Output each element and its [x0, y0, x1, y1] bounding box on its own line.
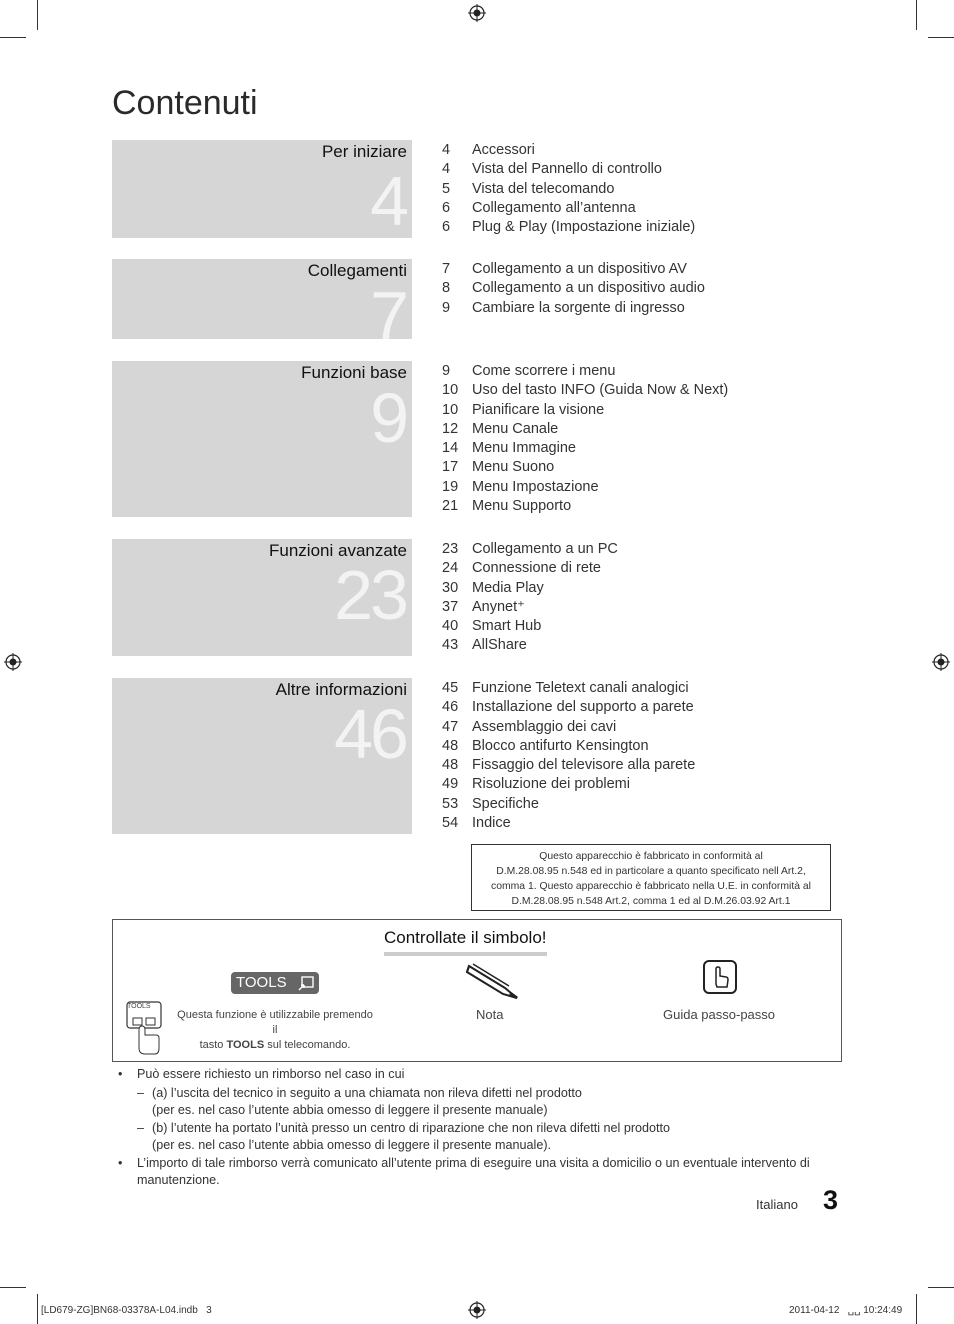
toc-entry[interactable]: 5 Vista del telecomando [442, 180, 615, 197]
registration-mark-icon [468, 1301, 486, 1319]
toc-entry[interactable]: 4 Vista del Pannello di controllo [442, 161, 662, 178]
bullet-item: • Può essere richiesto un rimborso nel caso in cui [118, 1067, 405, 1081]
toc-entry[interactable]: 43 AllShare [442, 637, 527, 654]
toc-entry[interactable]: 46 Installazione del supporto a parete [442, 699, 694, 716]
toc-entry[interactable]: 9 Come scorrere i menu [442, 363, 616, 379]
crop-mark [37, 0, 38, 30]
dash-item: – (a) l’uscita del tecnico in seguito a una chiamata non rileva difetti nel prodotto (per es. nel caso l’utente abbia omesso di leggere il presente manuale) [137, 1086, 582, 1117]
toc-list-per-iniziare [442, 141, 695, 237]
bullet-icon: • [118, 1067, 123, 1081]
tools-badge: TOOLS [231, 972, 319, 994]
dash-item: – (b) l’utente ha portato l’unità presso un centro di riparazione che non rileva difetti nel prodotto (per es. nel caso l’utente abbia omesso di leggere il presente manuale). [137, 1121, 671, 1152]
file-info: [LD679-ZG]BN68-03378A-L04.indb 3 [41, 1305, 212, 1316]
toc-entry[interactable]: 21 Menu Supporto [442, 498, 572, 515]
toc-list-collegamenti [442, 260, 705, 318]
toc-list-funzioni-avanzate [442, 540, 618, 656]
toc-entry[interactable]: 30 Media Play [442, 579, 544, 596]
section-number: 9 [370, 379, 406, 457]
toc-entry[interactable]: 4 Accessori [442, 142, 535, 158]
section-per-iniziare [112, 140, 412, 238]
registration-mark-icon [468, 4, 486, 22]
pencil-note-icon [463, 960, 521, 1002]
section-label: Collegamenti [307, 261, 407, 280]
toc-entry[interactable]: 54 Indice [442, 815, 511, 832]
toc-entry[interactable]: 53 Specifiche [442, 795, 539, 812]
dash-icon: – [137, 1086, 145, 1100]
section-number: 46 [334, 695, 406, 773]
tools-description: Questa funzione è utilizzabile premendo il tasto TOOLS sul telecomando. [177, 1009, 373, 1051]
toc-entry[interactable]: 47 Assemblaggio dei cavi [442, 718, 617, 735]
crop-mark [916, 1294, 917, 1324]
toc-entry[interactable]: 8 Collegamento a un dispositivo audio [442, 280, 705, 297]
print-date: 2011-04-12 ␣␣ 10:24:49 [789, 1305, 903, 1316]
nota-label: Nota [476, 1007, 504, 1022]
crop-mark [0, 37, 26, 38]
section-label: Per iniziare [321, 142, 407, 161]
toc-entry[interactable]: 37 Anynet⁺ [442, 598, 525, 615]
crop-mark [916, 0, 917, 30]
section-number: 4 [370, 162, 406, 238]
bullet-item: • L’importo di tale rimborso verrà comunicato all’utente prima di eseguire una visita a domicilio o un eventuale intervento di manutenzione. [118, 1156, 810, 1187]
section-number: 7 [370, 277, 406, 339]
dash-icon: – [137, 1121, 145, 1135]
toc-entry[interactable]: 23 Collegamento a un PC [442, 541, 618, 557]
conformity-notice: Questo apparecchio è fabbricato in conformità al D.M.28.08.95 n.548 ed in particolare a quanto specificato nell Art.2, comma 1. Questo apparecchio è fabbricato nella U.E. in conformità al D.M.28.08.95 n.548 Art.2, comma 1 ed al D.M.26.03.92 Art.1 [471, 844, 831, 911]
toc-entry[interactable]: 10 Pianificare la visione [442, 401, 605, 418]
tools-hand-icon [298, 976, 314, 991]
toc-list-altre-informazioni [442, 679, 695, 833]
toc-entry[interactable]: 19 Menu Impostazione [442, 478, 599, 495]
toc-entry[interactable]: 49 Risoluzione dei problemi [442, 776, 630, 793]
bullet-icon: • [118, 1156, 123, 1170]
refund-notes [116, 1066, 846, 1189]
toc-entry[interactable]: 45 Funzione Teletext canali analogici [442, 680, 689, 696]
section-label: Funzioni base [301, 363, 407, 382]
toc-entry[interactable]: 24 Connessione di rete [442, 560, 601, 577]
section-funzioni-avanzate [112, 539, 412, 656]
crop-mark [928, 1287, 954, 1288]
remote-tools-label: TOOLS [127, 1003, 151, 1010]
toc-entry[interactable]: 40 Smart Hub [442, 618, 542, 635]
toc-entry[interactable]: 9 Cambiare la sorgente di ingresso [442, 299, 685, 316]
crop-mark [37, 1294, 38, 1324]
section-altre-informazioni [112, 678, 412, 834]
toc-entry[interactable]: 10 Uso del tasto INFO (Guida Now & Next) [442, 382, 729, 399]
crop-mark [928, 37, 954, 38]
language-label: Italiano [756, 1197, 798, 1212]
toc-list-funzioni-base [442, 362, 728, 516]
toc-entry[interactable]: 12 Menu Canale [442, 420, 559, 437]
page-title: Contenuti [112, 84, 258, 122]
section-number: 23 [334, 556, 406, 634]
toc-entry[interactable]: 48 Fissaggio del televisore alla parete [442, 757, 696, 774]
crop-mark [0, 1287, 26, 1288]
section-label: Funzioni avanzate [269, 541, 407, 560]
section-label: Altre informazioni [275, 680, 407, 699]
toc-entry[interactable]: 6 Plug & Play (Impostazione iniziale) [442, 219, 696, 236]
section-collegamenti [112, 259, 412, 339]
registration-mark-icon [932, 653, 950, 671]
toc-entry[interactable]: 17 Menu Suono [442, 459, 555, 476]
symbols-heading: Controllate il simbolo! [384, 928, 547, 956]
guida-label: Guida passo-passo [663, 1007, 776, 1022]
section-funzioni-base [112, 361, 412, 517]
step-guide-icon [702, 959, 738, 995]
toc-entry[interactable]: 6 Collegamento all’antenna [442, 199, 636, 216]
page-number: 3 [823, 1185, 839, 1215]
toc-entry[interactable]: 7 Collegamento a un dispositivo AV [442, 261, 687, 277]
toc-entry[interactable]: 48 Blocco antifurto Kensington [442, 737, 649, 754]
toc-entry[interactable]: 14 Menu Immagine [442, 440, 576, 457]
symbols-box [112, 919, 842, 1062]
registration-mark-icon [4, 653, 22, 671]
